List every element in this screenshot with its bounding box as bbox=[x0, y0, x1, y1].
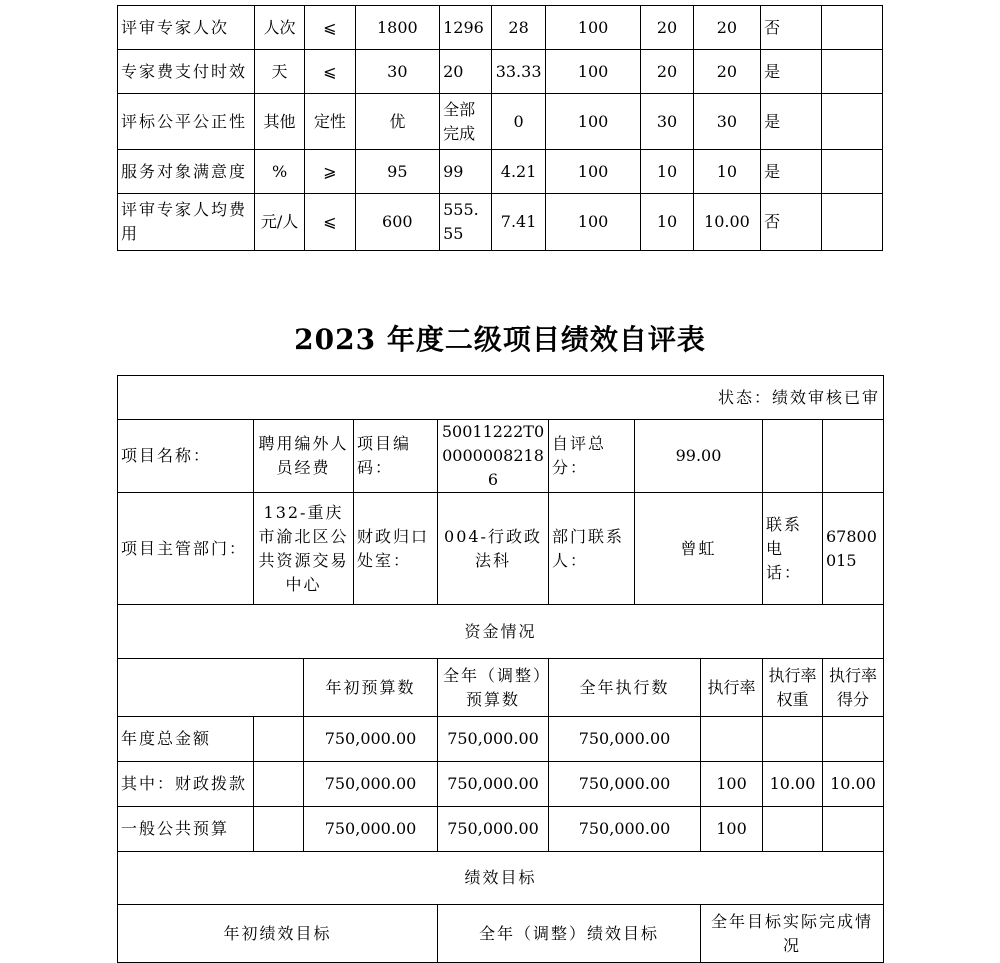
indicator-score-weight: 30 bbox=[641, 94, 693, 150]
indicator-weight: 100 bbox=[545, 94, 641, 150]
indicator-name: 评审专家人次 bbox=[118, 6, 255, 50]
indicator-note bbox=[821, 94, 882, 150]
indicator-note bbox=[821, 50, 882, 94]
funds-section-row bbox=[118, 605, 884, 659]
indicator-actual: 99 bbox=[440, 150, 492, 194]
funds-executed: 750,000.00 bbox=[549, 717, 701, 762]
indicator-row bbox=[118, 150, 883, 194]
project-code-label: 项目编码： bbox=[354, 420, 438, 493]
funds-executed: 750,000.00 bbox=[549, 762, 701, 807]
indicator-score: 20 bbox=[693, 50, 760, 94]
indicator-note bbox=[821, 6, 882, 50]
indicator-score-weight: 20 bbox=[641, 50, 693, 94]
indicator-score-weight: 10 bbox=[641, 150, 693, 194]
status-row bbox=[118, 376, 884, 420]
indicator-row bbox=[118, 50, 883, 94]
funds-rate bbox=[701, 717, 763, 762]
funds-adjusted: 750,000.00 bbox=[438, 762, 549, 807]
funds-header-row bbox=[118, 659, 884, 717]
empty-cell bbox=[254, 807, 304, 852]
contact-value: 曾虹 bbox=[635, 493, 763, 605]
col-header-adjusted: 全年（调整）预算数 bbox=[438, 659, 549, 717]
self-evaluation-table bbox=[117, 375, 884, 963]
col-header-initial: 年初预算数 bbox=[304, 659, 438, 717]
indicator-score: 20 bbox=[693, 6, 760, 50]
funds-initial: 750,000.00 bbox=[304, 762, 438, 807]
indicator-name: 服务对象满意度 bbox=[118, 150, 255, 194]
funds-row bbox=[118, 807, 884, 852]
indicator-reached: 是 bbox=[761, 94, 821, 150]
funds-executed: 750,000.00 bbox=[549, 807, 701, 852]
indicator-reached: 是 bbox=[761, 150, 821, 194]
goals-section-row bbox=[118, 852, 884, 905]
indicator-score: 30 bbox=[693, 94, 760, 150]
indicator-target: 1800 bbox=[355, 6, 440, 50]
project-name-value: 聘用编外人员经费 bbox=[254, 420, 354, 493]
indicator-unit: 元/人 bbox=[254, 194, 304, 251]
indicator-row bbox=[118, 6, 883, 50]
indicator-score: 10 bbox=[693, 150, 760, 194]
project-info-row bbox=[118, 420, 884, 493]
empty-cell bbox=[254, 717, 304, 762]
indicator-reached: 否 bbox=[761, 6, 821, 50]
indicator-row bbox=[118, 194, 883, 251]
indicator-reached: 否 bbox=[761, 194, 821, 251]
indicator-score: 10.00 bbox=[693, 194, 760, 251]
indicator-target: 30 bbox=[355, 50, 440, 94]
self-score-value: 99.00 bbox=[635, 420, 763, 493]
status-text: 状态：绩效审核已审 bbox=[118, 376, 884, 420]
indicator-target: 优 bbox=[355, 94, 440, 150]
dept-value: 132-重庆市渝北区公共资源交易中心 bbox=[254, 493, 354, 605]
project-code-value: 50011222T000000082186 bbox=[438, 420, 549, 493]
indicator-note bbox=[821, 150, 882, 194]
funds-weight bbox=[763, 717, 823, 762]
indicator-actual: 20 bbox=[440, 50, 492, 94]
funds-weight: 10.00 bbox=[763, 762, 823, 807]
department-row bbox=[118, 493, 884, 605]
funds-weight bbox=[763, 807, 823, 852]
indicator-name: 专家费支付时效 bbox=[118, 50, 255, 94]
indicator-weight: 100 bbox=[545, 150, 641, 194]
indicator-note bbox=[821, 194, 882, 251]
indicator-reached: 是 bbox=[761, 50, 821, 94]
indicator-actual: 555.55 bbox=[440, 194, 492, 251]
indicator-target: 95 bbox=[355, 150, 440, 194]
dept-label: 项目主管部门： bbox=[118, 493, 254, 605]
indicator-weight: 100 bbox=[545, 194, 641, 251]
indicator-unit: 其他 bbox=[254, 94, 304, 150]
indicator-deviation: 7.41 bbox=[492, 194, 545, 251]
page-title: 2023 年度二级项目绩效自评表 bbox=[294, 323, 706, 356]
indicator-operator: ⩽ bbox=[305, 194, 355, 251]
funds-row bbox=[118, 762, 884, 807]
goals-initial-header: 年初绩效目标 bbox=[118, 905, 438, 963]
col-header-rate-score: 执行率得分 bbox=[823, 659, 884, 717]
goals-header-row bbox=[118, 905, 884, 963]
indicator-unit: 天 bbox=[254, 50, 304, 94]
indicator-score-weight: 10 bbox=[641, 194, 693, 251]
col-header-rate-weight: 执行率权重 bbox=[763, 659, 823, 717]
self-score-label: 自评总分： bbox=[549, 420, 635, 493]
funds-initial: 750,000.00 bbox=[304, 807, 438, 852]
funds-section-title: 资金情况 bbox=[118, 605, 884, 659]
funds-score: 10.00 bbox=[823, 762, 884, 807]
funds-row bbox=[118, 717, 884, 762]
indicator-unit: 人次 bbox=[254, 6, 304, 50]
indicator-name: 评标公平公正性 bbox=[118, 94, 255, 150]
empty-cell bbox=[763, 420, 823, 493]
funds-initial: 750,000.00 bbox=[304, 717, 438, 762]
office-label: 财政归口处室： bbox=[354, 493, 438, 605]
indicator-deviation: 0 bbox=[492, 94, 545, 150]
empty-cell bbox=[118, 659, 304, 717]
funds-score bbox=[823, 717, 884, 762]
funds-rate: 100 bbox=[701, 762, 763, 807]
indicator-name: 评审专家人均费用 bbox=[118, 194, 255, 251]
funds-adjusted: 750,000.00 bbox=[438, 807, 549, 852]
phone-value: 67800015 bbox=[823, 493, 884, 605]
col-header-rate: 执行率 bbox=[701, 659, 763, 717]
funds-adjusted: 750,000.00 bbox=[438, 717, 549, 762]
indicator-score-weight: 20 bbox=[641, 6, 693, 50]
indicator-table-body bbox=[118, 6, 883, 251]
funds-row-label: 其中：财政拨款 bbox=[118, 762, 254, 807]
indicator-actual: 全部完成 bbox=[440, 94, 492, 150]
contact-label: 部门联系人： bbox=[549, 493, 635, 605]
goals-section-title: 绩效目标 bbox=[118, 852, 884, 905]
indicator-unit: % bbox=[254, 150, 304, 194]
indicator-target: 600 bbox=[355, 194, 440, 251]
indicator-table bbox=[117, 5, 883, 251]
indicator-deviation: 33.33 bbox=[492, 50, 545, 94]
empty-cell bbox=[823, 420, 884, 493]
indicator-operator: 定性 bbox=[305, 94, 355, 150]
indicator-operator: ⩾ bbox=[305, 150, 355, 194]
funds-rate: 100 bbox=[701, 807, 763, 852]
funds-row-label: 一般公共预算 bbox=[118, 807, 254, 852]
goals-adjusted-header: 全年（调整）绩效目标 bbox=[438, 905, 701, 963]
indicator-weight: 100 bbox=[545, 6, 641, 50]
indicator-row bbox=[118, 94, 883, 150]
funds-row-label: 年度总金额 bbox=[118, 717, 254, 762]
col-header-executed: 全年执行数 bbox=[549, 659, 701, 717]
indicator-operator: ⩽ bbox=[305, 6, 355, 50]
goals-actual-header: 全年目标实际完成情况 bbox=[701, 905, 884, 963]
phone-label: 联系电话： bbox=[763, 493, 823, 605]
project-name-label: 项目名称： bbox=[118, 420, 254, 493]
indicator-actual: 1296 bbox=[440, 6, 492, 50]
indicator-weight: 100 bbox=[545, 50, 641, 94]
indicator-deviation: 4.21 bbox=[492, 150, 545, 194]
indicator-operator: ⩽ bbox=[305, 50, 355, 94]
funds-score bbox=[823, 807, 884, 852]
office-value: 004-行政政法科 bbox=[438, 493, 549, 605]
empty-cell bbox=[254, 762, 304, 807]
indicator-deviation: 28 bbox=[492, 6, 545, 50]
